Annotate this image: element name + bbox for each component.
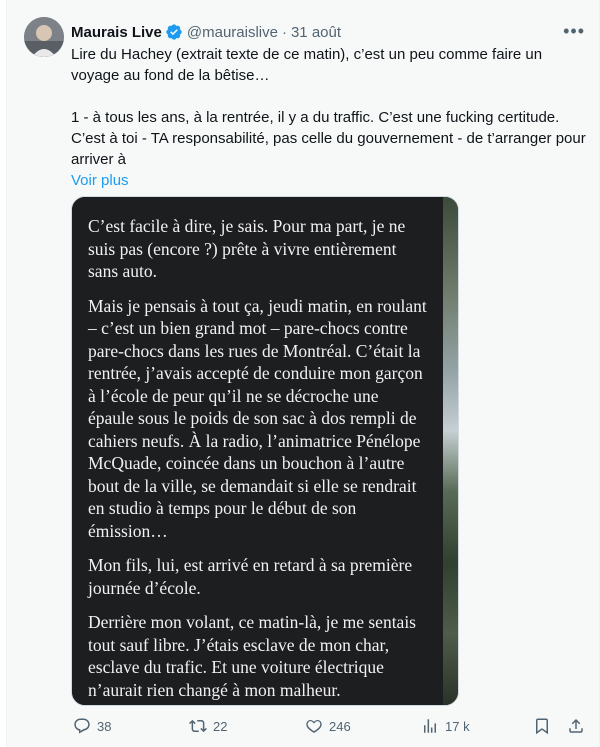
bookmark-button[interactable] bbox=[533, 717, 551, 735]
media-paragraph: Mon fils, lui, est arrivé en retard à sa première journée d’école. bbox=[88, 555, 413, 598]
media-text-excerpt bbox=[72, 197, 443, 705]
show-more-link[interactable]: Voir plus bbox=[71, 172, 129, 189]
reply-button[interactable] bbox=[73, 717, 111, 735]
share-button[interactable] bbox=[567, 717, 585, 735]
author-name[interactable]: Maurais Live bbox=[71, 23, 162, 41]
tweet-card[interactable] bbox=[6, 0, 600, 747]
bookmark-icon bbox=[533, 717, 551, 735]
tweet-text-paragraph-1: Lire du Hachey (extrait texte de ce matin), c’est un peu comme faire un voyage au fond de la bêtise… bbox=[71, 46, 543, 84]
share-icon bbox=[567, 717, 585, 735]
repost-icon bbox=[189, 717, 207, 735]
reply-icon bbox=[73, 717, 91, 735]
media-paragraph: C’est facile à dire, je sais. Pour ma part, je ne suis pas (encore ?) prête à vivre entièrement sans auto. bbox=[88, 216, 406, 281]
author-handle[interactable]: @mauraislive bbox=[186, 23, 278, 41]
media-paragraph: Mais je pensais à tout ça, jeudi matin, en roulant – c’est un bien grand mot – pare-chocs contre pare-chocs dans les rues de Montréal. C’était la rentrée, j’avais accepté de conduire mon garçon à l’école de peur qu’il ne se décroche une épaule sous le poids de son sac à dos rempli de cahiers neufs. À la radio, l’animatrice Pénélope McQuade, coincée dans un bouchon à l’autre bout de la ville, se demandait si elle se rendrait en studio à temps pour le début de son émission… bbox=[88, 295, 427, 541]
paragraph-gap bbox=[71, 86, 591, 107]
tweet-text-paragraph-2: 1 - à tous les ans, à la rentrée, il y a du traffic. C’est une fucking certitude. C’est à toi - TA responsabilité, pas celle du gouvernement - de t’arranger pour arriver à bbox=[71, 109, 586, 168]
media-photo-edge bbox=[443, 197, 458, 705]
avatar[interactable] bbox=[24, 17, 64, 57]
tweet-header bbox=[71, 21, 587, 43]
views-button[interactable] bbox=[421, 717, 470, 735]
repost-button[interactable] bbox=[189, 717, 227, 735]
media-paragraph: Derrière mon volant, ce matin-là, je me sentais tout sauf libre. J’étais esclave de mon char, esclave du trafic. Et une voiture électrique n’aurait rien changé à mon malheur. bbox=[88, 612, 416, 700]
header-separator: · bbox=[281, 23, 287, 41]
reply-count: 38 bbox=[97, 718, 112, 734]
tweet-actions-bar bbox=[69, 713, 595, 739]
verified-badge-icon bbox=[165, 23, 183, 41]
tweet-media-image[interactable] bbox=[71, 196, 459, 706]
tweet-date[interactable]: 31 août bbox=[290, 23, 342, 41]
heart-icon bbox=[305, 717, 323, 735]
views-chart-icon bbox=[421, 717, 439, 735]
more-horizontal-icon[interactable]: ••• bbox=[563, 21, 585, 41]
like-count: 246 bbox=[329, 718, 351, 734]
repost-count: 22 bbox=[213, 718, 228, 734]
views-count: 17 k bbox=[445, 718, 470, 734]
like-button[interactable] bbox=[305, 717, 351, 735]
tweet-text bbox=[71, 44, 591, 191]
